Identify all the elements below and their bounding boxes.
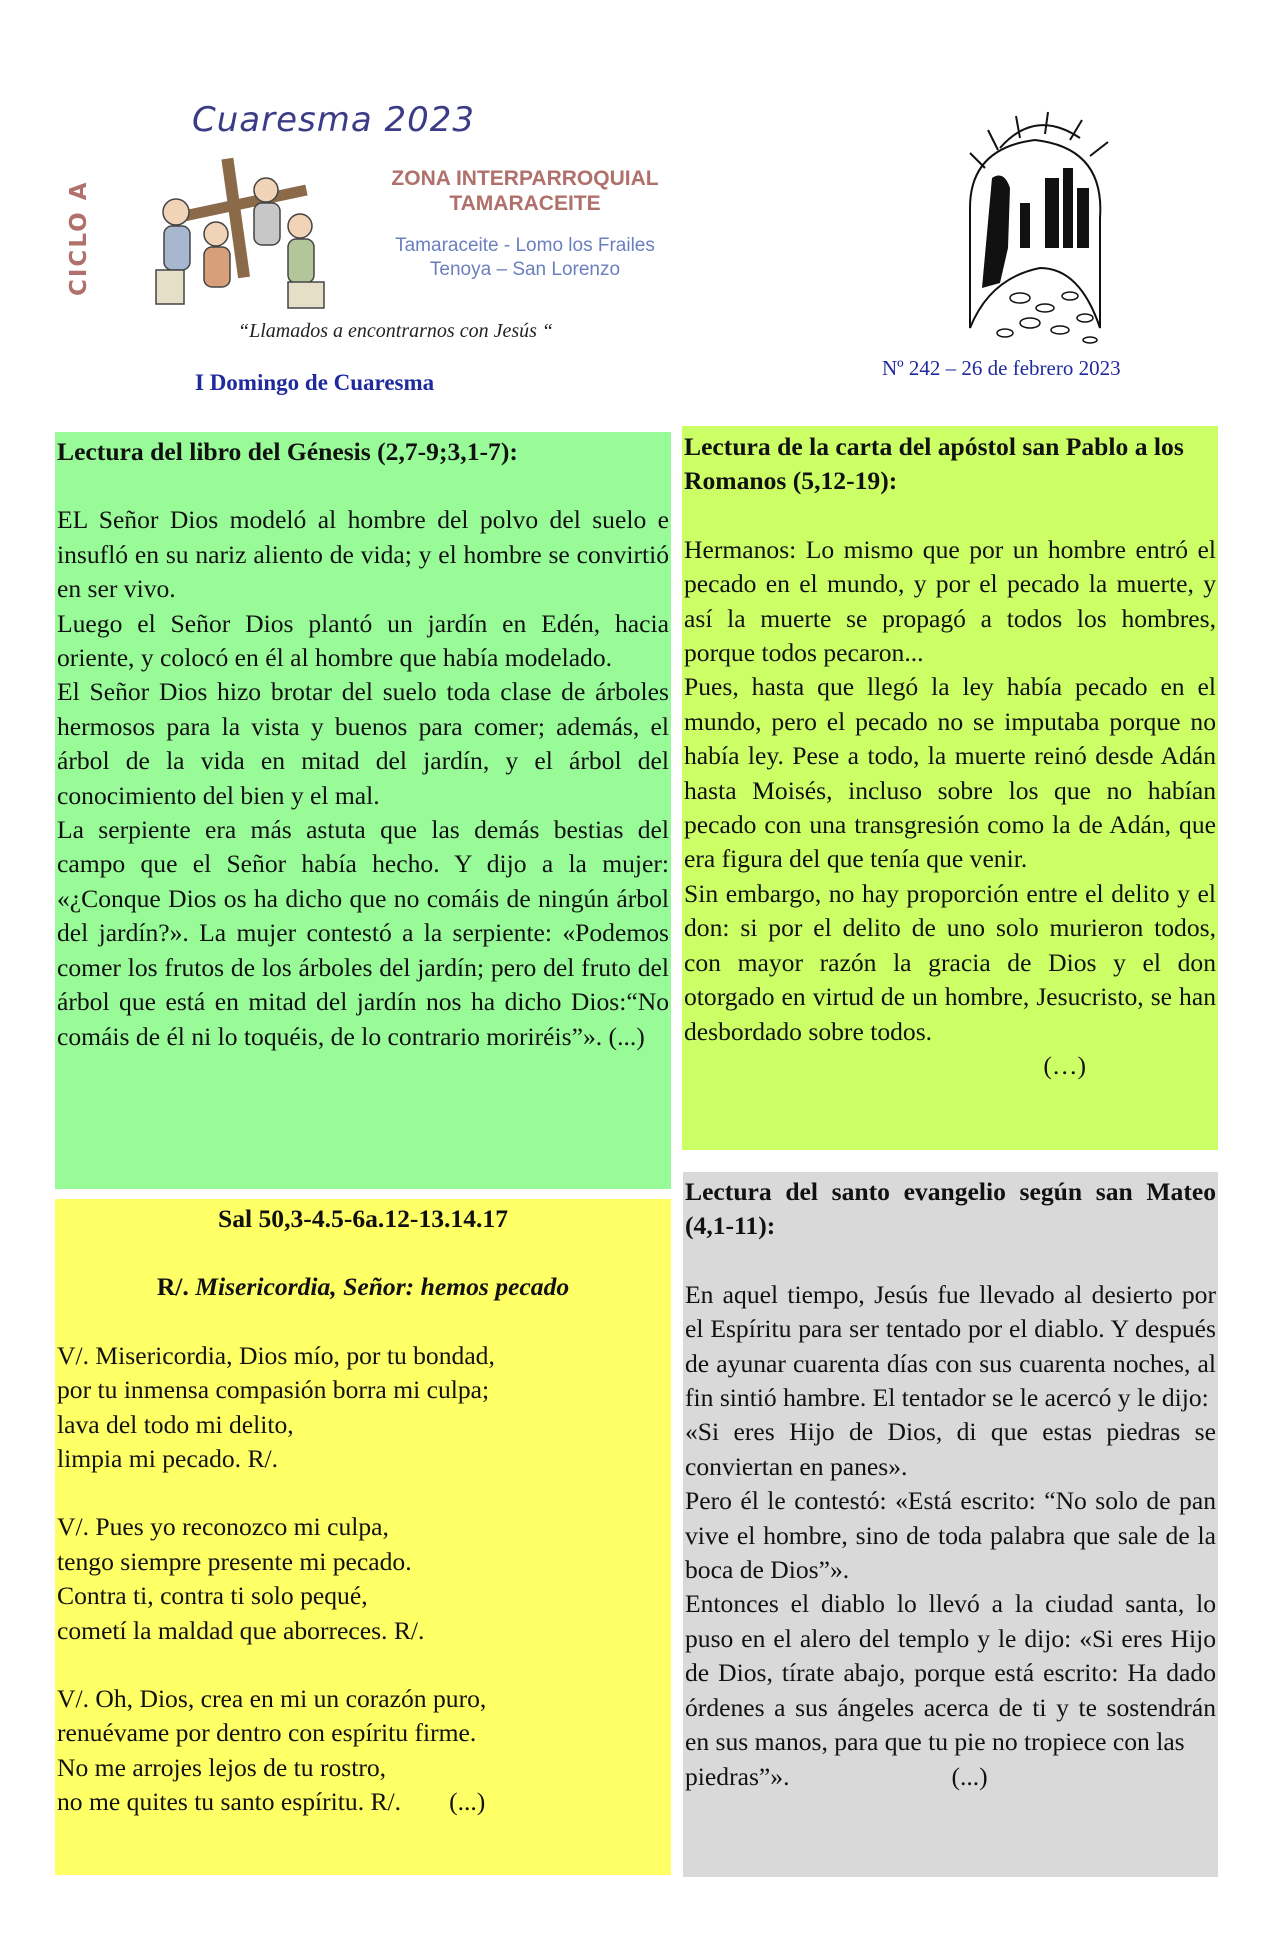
motto: “Llamados a encontrarnos con Jesús “ <box>238 320 554 342</box>
gospel-reading <box>683 1172 1218 1877</box>
stanza-1-line-4: limpia mi pecado. R/. <box>57 1444 279 1474</box>
spacer <box>57 1236 669 1270</box>
stanza-1-line-3: lava del todo mi delito, <box>57 1409 294 1439</box>
stanza-3-line-1: V/. Oh, Dios, crea en mi un corazón puro, <box>57 1684 487 1714</box>
spacer <box>57 469 669 503</box>
parishes <box>360 234 690 282</box>
spacer <box>57 1648 669 1682</box>
gospel-last-words: piedras”». <box>685 1761 790 1791</box>
gospel-paragraph-2: «Si eres Hijo de Dios, di que estas piedras se conviertan en panes». <box>685 1417 1216 1481</box>
gospel-paragraph-4: Entonces el diablo lo llevó a la ciudad santa, lo puso en el alero del templo y le dijo: «Si eres Hijo de Dios, tírate abajo, porque está escrito: Ha dado órdenes a sus ángeles acerca de ti y te sostendrán en sus manos, para que tu pie no tropiece con las <box>685 1589 1216 1757</box>
stanza-2-line-3: Contra ti, contra ti solo pequé, <box>57 1581 368 1611</box>
psalm-heading: Sal 50,3-4.5-6a.12-13.14.17 <box>217 1204 509 1233</box>
response-text: Misericordia, Señor: hemos pecado <box>195 1272 570 1302</box>
gospel-ellipsis: (...) <box>951 1761 988 1791</box>
jesus-praying-illustration <box>930 108 1140 348</box>
stanza-2-line-2: tengo siempre presente mi pecado. <box>57 1546 412 1576</box>
stanza-2-line-1: V/. Pues yo reconozco mi culpa, <box>57 1512 389 1542</box>
romans-reading <box>682 426 1218 1150</box>
genesis-paragraph-2: Luego el Señor Dios plantó un jardín en Edén, hacia oriente, y colocó en él al hombre que había modelado. <box>57 608 669 673</box>
psalm-response <box>57 1270 669 1304</box>
genesis-paragraph-4: La serpiente era más astuta que las demás bestias del campo que el Señor había hecho. Y dijo a la mujer: «¿Conque Dios os ha dicho que no comáis de ningún árbol del jardín?». La mujer contestó a la serpiente: «Podemos comer los frutos de los árboles del jardín; pero del fruto del árbol que está en mitad del jardín nos ha dicho Dios:“No comáis de él ni lo toquéis, de lo contrario moriréis”». (...) <box>57 815 669 1051</box>
stanza-3-line-4-text: no me quites tu santo espíritu. R/. <box>57 1787 402 1817</box>
spacer <box>57 1305 669 1339</box>
psalm-reading <box>55 1199 671 1875</box>
stanza-3-line-4 <box>57 1785 669 1819</box>
romans-paragraph-2: Pues, hasta que llegó la ley había pecado en el mundo, pero el pecado no se imputaba porque no había ley. Pese a todo, la muerte reinó desde Adán hasta Moisés, incluso sobre los que no habían pecado con una transgresión como la de Adán, que era figura del que tenía que venir. <box>684 672 1216 874</box>
romans-ellipsis: (…) <box>1043 1050 1086 1080</box>
genesis-paragraph-3: El Señor Dios hizo brotar del suelo toda clase de árboles hermosos para la vista y buenos para comer; además, el árbol de la vida en mitad del jardín, y el árbol del conocimiento del bien y el mal. <box>57 677 669 810</box>
romans-paragraph-3: Sin embargo, no hay proporción entre el delito y el don: si por el delito de uno solo murieron todos, con mayor razón la gracia de Dios y el don otorgado en virtud de un hombre, Jesucristo, se han desbordado sobre todos. <box>684 878 1216 1046</box>
sunday-title: I Domingo de Cuaresma <box>195 370 435 395</box>
zona-line-1: ZONA INTERPARROQUIAL <box>391 167 659 190</box>
spacer <box>685 1244 1216 1278</box>
genesis-paragraph-1: EL Señor Dios modeló al hombre del polvo del suelo e insufló en su nariz aliento de vida; y el hombre se convirtió en ser vivo. <box>57 505 669 604</box>
stanza-3-line-2: renuévame por dentro con espíritu firme. <box>57 1718 477 1748</box>
gospel-paragraph-1: En aquel tiempo, Jesús fue llevado al desierto por el Espíritu para ser tentado por el diablo. Y después de ayunar cuarenta días con sus cuarenta noches, al fin sintió hambre. El tentador se le acercó y le dijo: <box>685 1279 1216 1413</box>
parishes-line-2: Tenoya – San Lorenzo <box>429 259 621 280</box>
stanza-2-line-4: cometí la maldad que aborreces. R/. <box>57 1615 425 1645</box>
genesis-reading <box>55 432 671 1189</box>
spacer <box>57 1476 669 1510</box>
ciclo-label: CICLO A <box>66 180 92 296</box>
stanza-1-line-1: V/. Misericordia, Dios mío, por tu bondad, <box>57 1340 495 1370</box>
romans-paragraph-1: Hermanos: Lo mismo que por un hombre entró el pecado en el mundo, y por el pecado la muerte, y así la muerte se propagó a todos los hombres, porque todos pecaron... <box>684 534 1216 668</box>
response-label: R/. <box>156 1272 189 1302</box>
children-carrying-cross-illustration <box>138 150 338 310</box>
stanza-1-line-2: por tu inmensa compasión borra mi culpa; <box>57 1375 490 1405</box>
parishes-line-1: Tamaraceite - Lomo los Frailes <box>395 235 655 256</box>
gospel-paragraph-3: Pero él le contestó: «Está escrito: “No solo de pan vive el hombre, sino de toda palabra que sale de la boca de Dios”». <box>685 1486 1216 1585</box>
stanza-3-line-3: No me arrojes lejos de tu rostro, <box>57 1752 387 1782</box>
psalm-ellipsis: (...) <box>449 1787 486 1817</box>
issue-number-date: Nº 242 – 26 de febrero 2023 <box>882 356 1121 380</box>
gospel-heading: Lectura del santo evangelio según san Mateo (4,1-11): <box>685 1177 1216 1241</box>
bulletin-title: Cuaresma 2023 <box>192 100 476 140</box>
genesis-heading: Lectura del libro del Génesis (2,7-9;3,1-7): <box>57 437 518 466</box>
gospel-last-line <box>685 1760 1216 1794</box>
zona-name <box>360 166 690 216</box>
romans-heading: Lectura de la carta del apóstol san Pablo a los Romanos (5,12-19): <box>684 432 1184 496</box>
zona-line-2: TAMARACEITE <box>449 192 601 215</box>
spacer <box>684 499 1216 533</box>
